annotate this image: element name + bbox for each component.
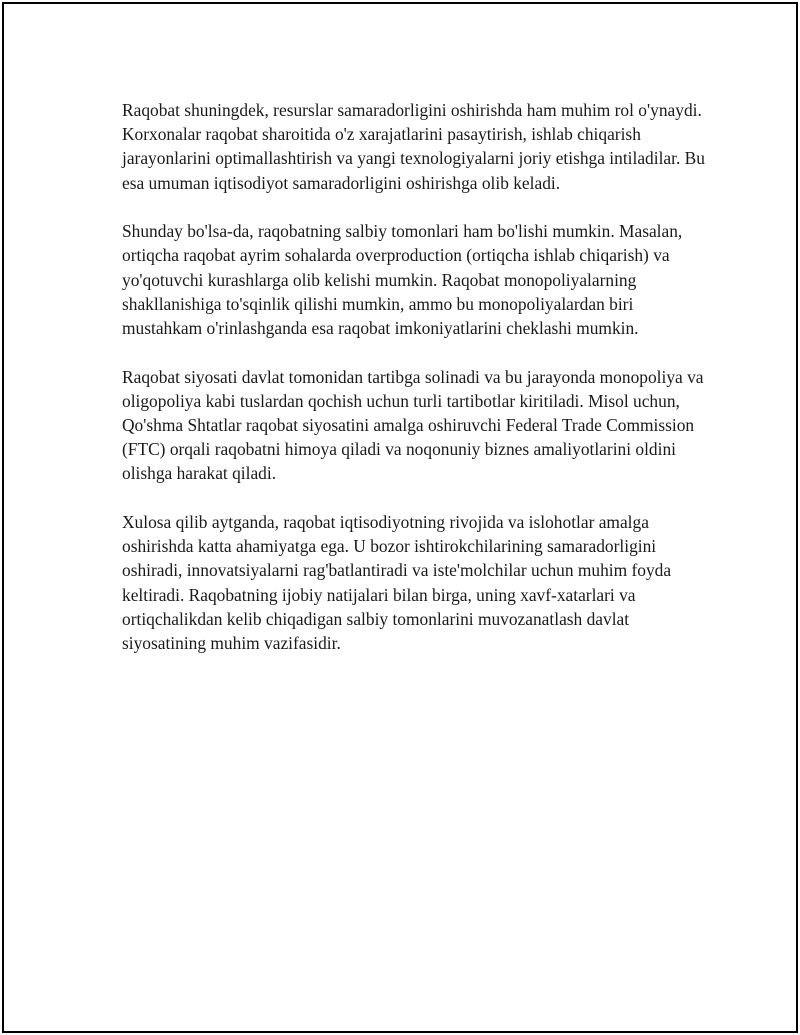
paragraph-4: Xulosa qilib aytganda, raqobat iqtisodiyotning rivojida va islohotlar amalga oshirishda katta ahamiyatga ega. U bozor ishtirokchilarining samaradorligini oshiradi, innovatsiyalarni rag'batlantiradi va iste'molchilar uchun muhim foyda keltiradi. Raqobatning ijobiy natijalari bilan birga, uning xavf-xatarlari va ortiqchalikdan kelib chiqadigan salbiy tomonlarini muvozanatlash davlat siyosatining muhim vazifasidir. [122,512,672,654]
paragraph-2: Shunday bo'lsa-da, raqobatning salbiy tomonlari ham bo'lishi mumkin. Masalan, ortiqcha raqobat ayrim sohalarda overproduction (ortiqcha ishlab chiqarish) va yo'qotuvchi kurashlarga olib kelishi mumkin. Raqobat monopoliyalarning shakllanishiga to'sqinlik qilishi mumkin, ammo bu monopoliyalardan biri mustahkam o'rinlashganda esa raqobat imkoniyatlarini cheklashi mumkin. [122,221,683,339]
page-frame [2,2,798,1033]
paragraph-1: Raqobat shuningdek, resurslar samaradorligini oshirishda ham muhim rol o'ynaydi. Korxonalar raqobat sharoitida o'z xarajatlarini pasaytirish, ishlab chiqarish jarayonlarini optimallashtirish va yangi texnologiyalarni joriy etishga intiladilar. Bu esa umuman iqtisodiyot samaradorligini oshirishga olib keladi. [122,100,705,193]
document-body [122,98,707,680]
paragraph-3: Raqobat siyosati davlat tomonidan tartibga solinadi va bu jarayonda monopoliya va oligopoliya kabi tuslardan qochish uchun turli tartibotlar kiritiladi. Misol uchun, Qo'shma Shtatlar raqobat siyosatini amalga oshiruvchi Federal Trade Commission (FTC) orqali raqobatni himoya qiladi va noqonuniy biznes amaliyotlarini oldini olishga harakat qiladi. [122,366,704,484]
